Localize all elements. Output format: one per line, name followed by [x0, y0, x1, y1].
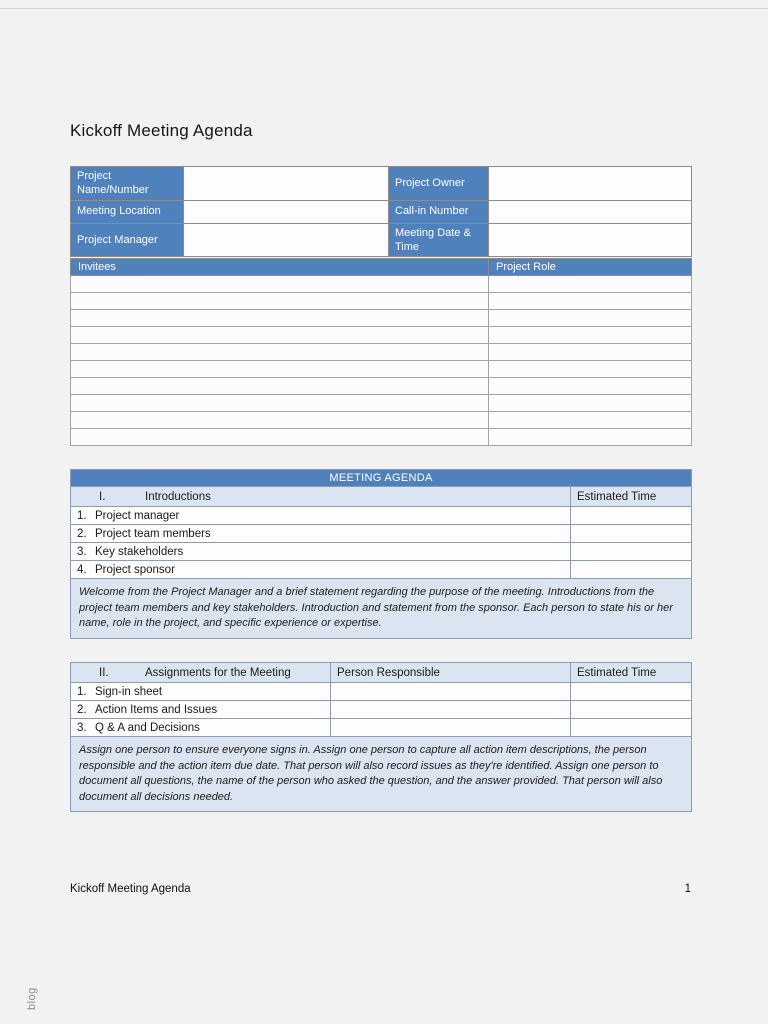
label-project-manager: Project Manager: [71, 223, 184, 257]
assignments-table: [70, 662, 692, 812]
label-meeting-location: Meeting Location: [71, 200, 184, 223]
invitee-role-cell[interactable]: [489, 276, 692, 293]
invitee-role-cell[interactable]: [489, 310, 692, 327]
agenda-item-text: [71, 507, 571, 525]
agenda-item-row: [71, 561, 692, 579]
invitee-name-cell[interactable]: [71, 412, 489, 429]
agenda-estimated-time-header: Estimated Time: [571, 487, 692, 507]
agenda-item-number: 2.: [77, 527, 87, 540]
invitee-name-cell[interactable]: [71, 276, 489, 293]
meeting-agenda-table: [70, 469, 692, 639]
invitee-role-cell[interactable]: [489, 378, 692, 395]
project-info-table: [70, 166, 692, 257]
assignment-person-cell[interactable]: [331, 701, 571, 719]
invitee-name-cell[interactable]: [71, 344, 489, 361]
invitee-row: [71, 344, 692, 361]
assignment-item-label: Sign-in sheet: [95, 685, 163, 698]
label-project-owner: Project Owner: [389, 167, 489, 201]
assignment-item-number: 3.: [77, 721, 87, 734]
invitee-row: [71, 361, 692, 378]
invitees-header-row: [71, 259, 692, 276]
agenda-item-row: [71, 507, 692, 525]
invitee-row: [71, 310, 692, 327]
agenda-item-row: [71, 525, 692, 543]
agenda-title: MEETING AGENDA: [71, 470, 692, 487]
agenda-item-number: 4.: [77, 563, 87, 576]
meeting-date-time-value[interactable]: [489, 223, 692, 257]
invitee-role-cell[interactable]: [489, 344, 692, 361]
agenda-item-label: Key stakeholders: [95, 545, 184, 558]
invitees-table: [70, 258, 692, 446]
assignment-person-cell[interactable]: [331, 683, 571, 701]
info-row-2: [71, 200, 692, 223]
agenda-item-time-cell[interactable]: [571, 525, 692, 543]
assignments-note-row: [71, 737, 692, 812]
info-row-3: [71, 223, 692, 257]
label-project-name-number: Project Name/Number: [71, 167, 184, 201]
invitee-row: [71, 378, 692, 395]
assignment-item-text: [71, 719, 331, 737]
assignment-item-label: Q & A and Decisions: [95, 721, 200, 734]
invitee-role-cell[interactable]: [489, 395, 692, 412]
invitee-row: [71, 412, 692, 429]
invitee-role-cell[interactable]: [489, 327, 692, 344]
agenda-note: Welcome from the Project Manager and a brief statement regarding the purpose of the meeting. Introductions from the project team members and key stakeholders. Introduction and statement from the sponsor. Each person to state his or her name, role in the project, and specific experience or expertise.: [71, 579, 692, 639]
assignment-item-label: Action Items and Issues: [95, 703, 218, 716]
meeting-location-value[interactable]: [184, 200, 389, 223]
agenda-item-time-cell[interactable]: [571, 543, 692, 561]
invitee-name-cell[interactable]: [71, 429, 489, 446]
page-top-divider: [0, 8, 768, 9]
agenda-item-text: [71, 543, 571, 561]
agenda-item-label: Project team members: [95, 527, 211, 540]
assignment-time-cell[interactable]: [571, 701, 692, 719]
invitee-row: [71, 429, 692, 446]
project-owner-value[interactable]: [489, 167, 692, 201]
agenda-note-row: [71, 579, 692, 639]
invitee-row: [71, 395, 692, 412]
assignment-item-number: 1.: [77, 685, 87, 698]
assignments-section-title: Assignments for the Meeting: [145, 666, 291, 679]
invitee-role-cell[interactable]: [489, 412, 692, 429]
invitees-body: [71, 259, 692, 446]
agenda-section-numeral: I.: [99, 490, 106, 503]
assignment-person-cell[interactable]: [331, 719, 571, 737]
blog-watermark: blog: [26, 987, 38, 1010]
invitee-role-cell[interactable]: [489, 361, 692, 378]
invitees-header: Invitees: [71, 259, 489, 276]
invitee-row: [71, 276, 692, 293]
assignment-time-cell[interactable]: [571, 719, 692, 737]
assignment-item-row: [71, 701, 692, 719]
label-meeting-date-time: Meeting Date & Time: [389, 223, 489, 257]
label-call-in-number: Call-in Number: [389, 200, 489, 223]
invitee-name-cell[interactable]: [71, 327, 489, 344]
agenda-item-time-cell[interactable]: [571, 561, 692, 579]
invitee-role-cell[interactable]: [489, 293, 692, 310]
assignment-item-number: 2.: [77, 703, 87, 716]
assignment-time-cell[interactable]: [571, 683, 692, 701]
agenda-item-row: [71, 543, 692, 561]
agenda-section-header: [71, 487, 571, 507]
agenda-title-row: [71, 470, 692, 487]
agenda-item-label: Project manager: [95, 509, 180, 522]
assignment-item-row: [71, 683, 692, 701]
assignment-item-text: [71, 683, 331, 701]
info-row-1: [71, 167, 692, 201]
footer-page-number: 1: [684, 883, 691, 895]
agenda-item-text: [71, 525, 571, 543]
assignment-item-text: [71, 701, 331, 719]
agenda-section-title: Introductions: [145, 490, 211, 503]
agenda-item-label: Project sponsor: [95, 563, 175, 576]
invitee-name-cell[interactable]: [71, 293, 489, 310]
project-manager-value[interactable]: [184, 223, 389, 257]
invitee-row: [71, 327, 692, 344]
agenda-subheader-row: [71, 487, 692, 507]
invitee-row: [71, 293, 692, 310]
page-title: Kickoff Meeting Agenda: [70, 121, 253, 140]
assignments-section-numeral: II.: [99, 666, 109, 679]
agenda-item-number: 1.: [77, 509, 87, 522]
project-name-number-value[interactable]: [184, 167, 389, 201]
invitee-role-cell[interactable]: [489, 429, 692, 446]
assignments-estimated-time-header: Estimated Time: [571, 663, 692, 683]
assignments-header-row: [71, 663, 692, 683]
agenda-item-number: 3.: [77, 545, 87, 558]
agenda-item-text: [71, 561, 571, 579]
project-role-header: Project Role: [489, 259, 692, 276]
invitee-name-cell[interactable]: [71, 361, 489, 378]
invitee-name-cell[interactable]: [71, 395, 489, 412]
invitee-name-cell[interactable]: [71, 378, 489, 395]
footer-title: Kickoff Meeting Agenda: [70, 883, 191, 895]
assignments-note: Assign one person to ensure everyone signs in. Assign one person to capture all action item descriptions, the person responsible and the action item due date. That person will also record issues as they're identified. Assign one person to document all questions, the name of the person who asked the question, and the answer provided. That person will also document all decisions needed.: [71, 737, 692, 812]
call-in-number-value[interactable]: [489, 200, 692, 223]
assignment-item-row: [71, 719, 692, 737]
page-footer: [70, 883, 691, 895]
agenda-item-time-cell[interactable]: [571, 507, 692, 525]
person-responsible-header: Person Responsible: [331, 663, 571, 683]
assignments-section-header: [71, 663, 331, 683]
invitee-name-cell[interactable]: [71, 310, 489, 327]
